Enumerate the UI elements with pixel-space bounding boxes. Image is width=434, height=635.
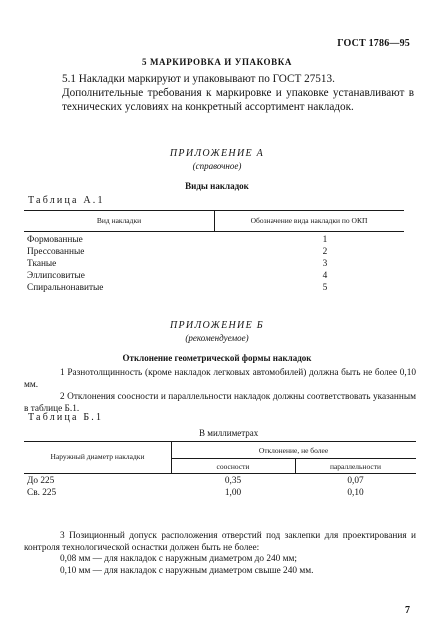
table-a1-header-code: Обозначение вида накладки по ОКП bbox=[250, 216, 368, 225]
appendix-b-heading: Отклонение геометрической формы накладок bbox=[122, 353, 312, 363]
section-paragraph-1: 5.1 Накладки маркируют и упаковывают по ГОСТ 27513. bbox=[62, 73, 335, 85]
table-b1-header-parallelism: параллельности bbox=[329, 462, 382, 471]
page-number: 7 bbox=[405, 605, 410, 616]
table-b1-row-coaxiality: 0,35 bbox=[224, 476, 242, 486]
table-a1-row-code: 5 bbox=[322, 283, 328, 293]
table-a1-header-rule bbox=[24, 231, 404, 232]
appendix-b-tolerance-2: 0,10 мм — для накладок с наружным диаметром свыше 240 мм. bbox=[60, 566, 314, 576]
table-b1-row-diameter: До 225 bbox=[27, 476, 55, 486]
table-b1-header-coaxiality: соосности bbox=[216, 462, 250, 471]
table-b1-row-parallelism: 0,07 bbox=[347, 476, 364, 486]
table-b1-row-diameter: Св. 225 bbox=[27, 488, 57, 498]
table-b1-row-parallelism: 0,10 bbox=[347, 488, 364, 498]
table-b1-row-coaxiality: 1,00 bbox=[224, 488, 242, 498]
table-b1-units: В миллиметрах bbox=[199, 428, 259, 438]
appendix-a-subtitle: (справочное) bbox=[192, 161, 242, 171]
table-a1-row-name: Формованные bbox=[27, 235, 83, 245]
table-a1-row-code: 1 bbox=[322, 235, 328, 245]
table-b1-label: Таблица Б.1 bbox=[28, 412, 104, 423]
table-a1-row-name: Спиральнонавитые bbox=[27, 283, 104, 293]
section-paragraph-2: Дополнительные требования к маркировке и упаковке устанавливают в технических условиях на конкретный ассортимент накладок. bbox=[62, 87, 414, 113]
appendix-b-title: ПРИЛОЖЕНИЕ Б bbox=[170, 320, 264, 331]
table-a1-row-code: 3 bbox=[322, 259, 328, 269]
table-a1-header-type: Вид накладки bbox=[96, 216, 142, 225]
table-b1-top-rule bbox=[24, 441, 416, 442]
table-a1-row-name: Прессованные bbox=[27, 247, 85, 257]
document-code: ГОСТ 1786—95 bbox=[337, 38, 410, 49]
table-b1-sub-rule bbox=[171, 458, 416, 459]
appendix-b-subtitle: (рекомендуемое) bbox=[185, 333, 249, 343]
appendix-b-item-1: 1 Разнотолщинность (кроме накладок легковых автомобилей) должна быть не более 0,10 мм. bbox=[24, 368, 416, 390]
table-a1-row-name: Эллипсовитые bbox=[27, 271, 85, 281]
section-title: 5 МАРКИРОВКА И УПАКОВКА bbox=[142, 57, 292, 67]
appendix-b-item-3: 3 Позиционный допуск расположения отверстий под заклепки для проектирования и контроля технологической оснастки должен быть не более: bbox=[24, 531, 416, 553]
table-a1-row-name: Тканые bbox=[27, 259, 57, 269]
table-a1-label: Таблица А.1 bbox=[28, 195, 105, 206]
table-a1-row-code: 4 bbox=[322, 271, 328, 281]
appendix-a-title: ПРИЛОЖЕНИЕ А bbox=[169, 148, 265, 159]
table-b1-header-rule bbox=[24, 473, 416, 474]
appendix-b-item-2: 2 Отклонения соосности и параллельности накладок должны соответствовать указанным в таблице Б.1. bbox=[24, 392, 416, 414]
appendix-b-tolerance-1: 0,08 мм — для накладок с наружным диаметром до 240 мм; bbox=[60, 554, 298, 564]
table-b1-header-diameter: Наружный диаметр накладки bbox=[50, 452, 145, 461]
table-b1-header-group: Отклонение, не более bbox=[258, 446, 329, 455]
appendix-a-heading: Виды накладок bbox=[185, 181, 249, 191]
table-a1-row-code: 2 bbox=[322, 247, 328, 257]
